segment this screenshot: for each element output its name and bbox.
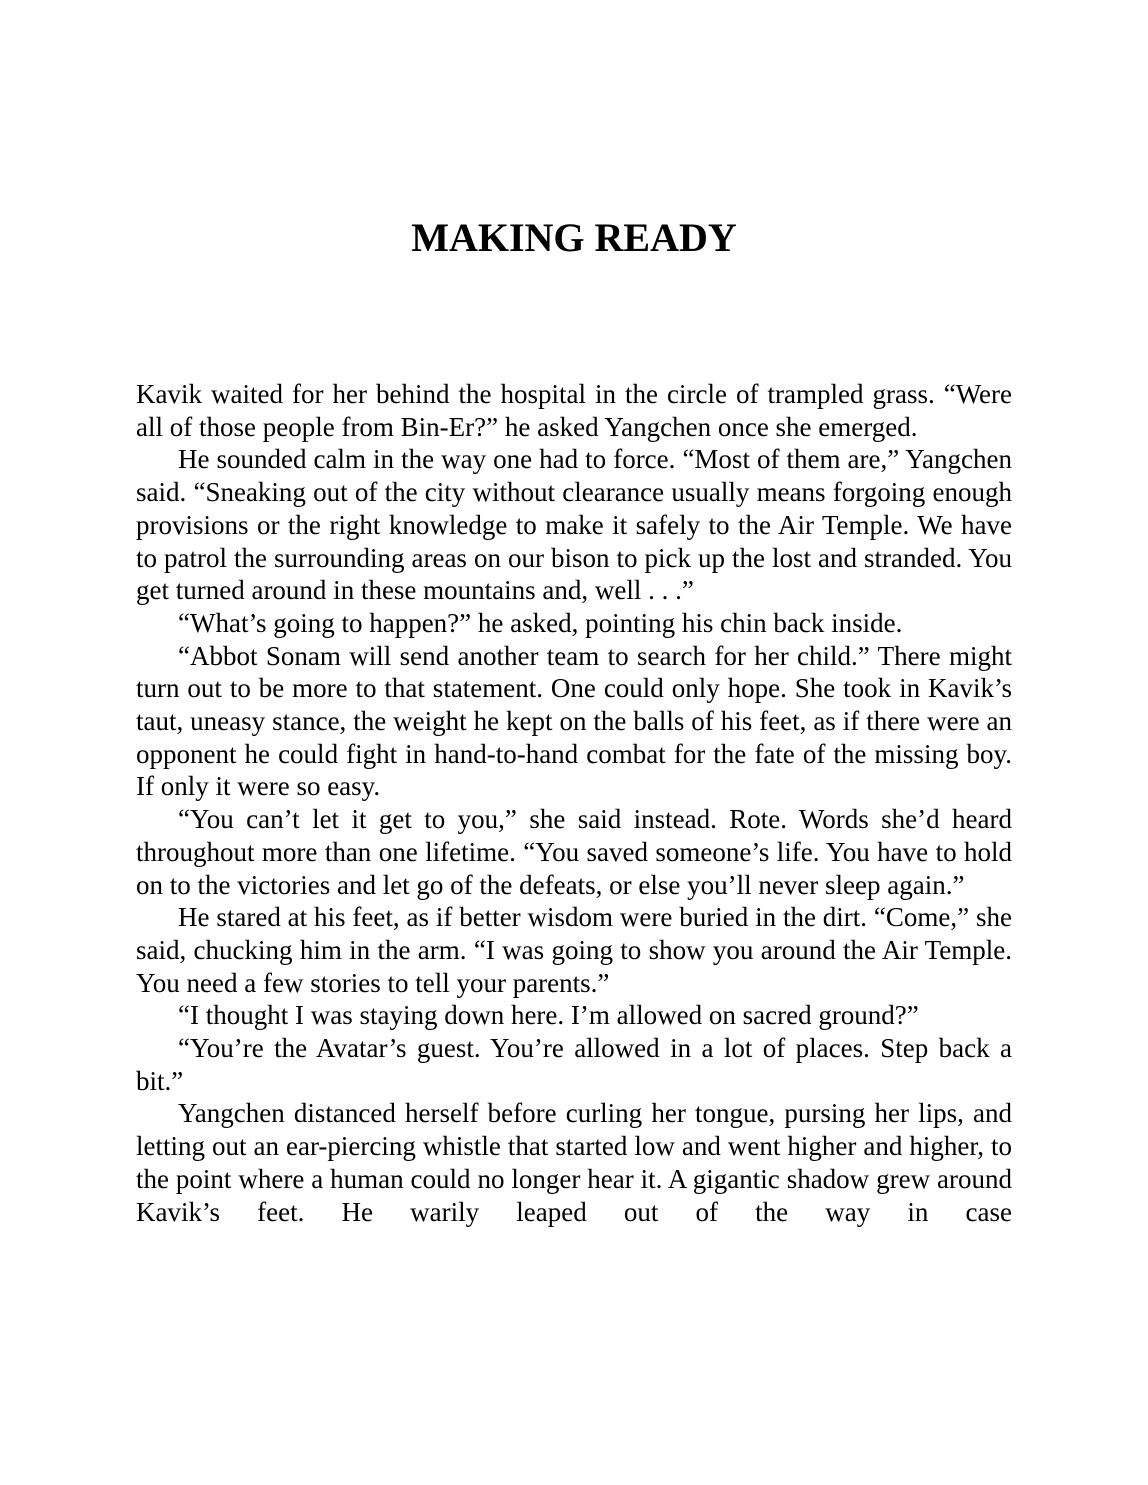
paragraph: “You can’t let it get to you,” she said instead. Rote. Words she’d heard throughout more than one lifetime. “You saved someone’s life. You have to hold on to the victories and let go of the defeats, or else you’ll never sleep again.”	[136, 804, 1012, 900]
chapter-title: MAKING READY	[411, 215, 737, 260]
paragraph: He sounded calm in the way one had to force. “Most of them are,” Yangchen said. “Sneaking out of the city without clearance usually means forgoing enough provisions or the right knowledge to make it safely to the Air Temple. We have to patrol the surrounding areas on our bison to pick up the lost and stranded. You get turned around in these mountains and, well . . .”	[136, 444, 1012, 606]
paragraph: He stared at his feet, as if better wisdom were buried in the dirt. “Come,” she said, chucking him in the arm. “I was going to show you around the Air Temple. You need a few stories to tell your parents.”	[136, 902, 1012, 998]
paragraph: “You’re the Avatar’s guest. You’re allowed in a lot of places. Step back a bit.”	[136, 1033, 1012, 1096]
paragraph: Yangchen distanced herself before curling her tongue, pursing her lips, and letting out an ear-piercing whistle that started low and went higher and higher, to the point where a human could no longer hear it. A gigantic shadow grew around Kavik’s feet. He warily leaped out of the way in case	[136, 1098, 1012, 1227]
paragraph: “Abbot Sonam will send another team to search for her child.” There might turn out to be more to that statement. One could only hope. She took in Kavik’s taut, uneasy stance, the weight he kept on the balls of his feet, as if there were an opponent he could fight in hand-to-hand combat for the fate of the missing boy. If only it were so easy.	[136, 640, 1012, 802]
body-text	[136, 378, 1012, 1228]
paragraph: Kavik waited for her behind the hospital in the circle of trampled grass. “Were all of those people from Bin-Er?” he asked Yangchen once she emerged.	[136, 379, 1012, 442]
paragraph: “I thought I was staying down here. I’m allowed on sacred ground?”	[178, 1000, 919, 1031]
paragraph: “What’s going to happen?” he asked, pointing his chin back inside.	[178, 607, 903, 638]
